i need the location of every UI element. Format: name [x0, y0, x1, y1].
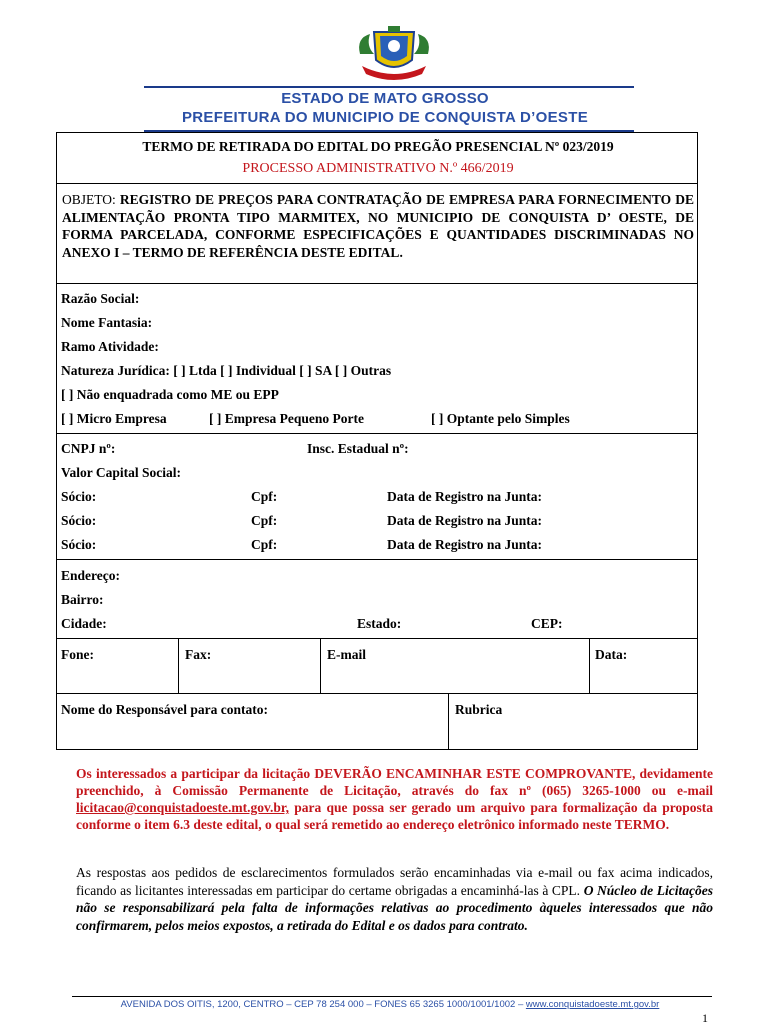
divider	[448, 693, 449, 750]
rubrica-field[interactable]: Rubrica	[455, 702, 503, 717]
object-label: OBJETO:	[62, 192, 116, 207]
notice-text-end: para que possa ser gerado um arquivo para formalização da proposta conforme o item 6.3 deste edital, o qual será remetido ao endereço eletrônico informado neste TERMO.	[76, 800, 713, 832]
cpf-field[interactable]: Cpf:	[251, 537, 278, 552]
header-prefecture: PREFEITURA DO MUNICIPIO DE CONQUISTA D’OESTE	[182, 109, 588, 126]
ramo-atividade-field[interactable]: Ramo Atividade:	[61, 339, 159, 354]
email-field[interactable]: E-mail	[327, 647, 366, 662]
cpf-field[interactable]: Cpf:	[251, 489, 278, 504]
clarifications-disclaimer: O Núcleo de Licitações não se responsabilizará pela falta de informações relativas ao procedimento àqueles interessados que não confirmarem, pelos meios expostos, a retirada do Edital e os dados para contrato.	[76, 882, 713, 933]
nome-fantasia-field[interactable]: Nome Fantasia:	[61, 315, 153, 330]
notice-text: Os interessados a participar da licitação DEVERÃO ENCAMINHAR ESTE COMPROVANTE, devidamente preenchido, à Comissão Permanente de Licitação, através do fax nº (065) 3265-1000 ou e-mail	[76, 766, 713, 798]
divider	[57, 693, 697, 694]
pequeno-porte-checkbox[interactable]: [ ] Empresa Pequeno Porte	[209, 411, 364, 426]
divider	[57, 283, 697, 284]
nao-enquadrada-checkbox[interactable]: [ ] Não enquadrada como ME ou EPP	[61, 387, 279, 402]
insc-estadual-field[interactable]: Insc. Estadual nº:	[307, 441, 409, 456]
footer-address-text: AVENIDA DOS OITIS, 1200, CENTRO – CEP 78 254 000 – FONES 65 3265 1000/1001/1002 –	[120, 999, 526, 1010]
natureza-juridica-options[interactable]: Natureza Jurídica: [ ] Ltda [ ] Individual [ ] SA [ ] Outras	[61, 363, 392, 378]
cnpj-field[interactable]: CNPJ nº:	[61, 441, 116, 456]
divider	[320, 638, 321, 693]
municipal-crest-logo	[352, 24, 436, 86]
bairro-field[interactable]: Bairro:	[61, 592, 104, 607]
endereco-field[interactable]: Endereço:	[61, 568, 120, 583]
withdrawal-form	[56, 132, 698, 750]
clarifications-paragraph	[76, 864, 713, 934]
page-number: 1	[702, 1011, 708, 1025]
header-state: ESTADO DE MATO GROSSO	[281, 90, 489, 107]
junta-date-field[interactable]: Data de Registro na Junta:	[387, 489, 542, 504]
socio-field[interactable]: Sócio:	[61, 513, 97, 528]
fone-field[interactable]: Fone:	[61, 647, 94, 662]
capital-social-field[interactable]: Valor Capital Social:	[61, 465, 182, 480]
responsavel-field[interactable]: Nome do Responsável para contato:	[61, 702, 268, 717]
footer-address	[0, 999, 770, 1010]
socio-field[interactable]: Sócio:	[61, 537, 97, 552]
estado-field[interactable]: Estado:	[357, 616, 402, 631]
submission-notice	[76, 765, 713, 833]
fax-field[interactable]: Fax:	[185, 647, 212, 662]
socio-field[interactable]: Sócio:	[61, 489, 97, 504]
cep-field[interactable]: CEP:	[531, 616, 563, 631]
footer-rule	[72, 996, 712, 997]
divider	[57, 433, 697, 434]
cidade-field[interactable]: Cidade:	[61, 616, 107, 631]
micro-empresa-checkbox[interactable]: [ ] Micro Empresa	[61, 411, 167, 426]
junta-date-field[interactable]: Data de Registro na Junta:	[387, 537, 542, 552]
object-description	[62, 191, 694, 261]
data-field[interactable]: Data:	[595, 647, 628, 662]
divider	[178, 638, 179, 693]
razao-social-field[interactable]: Razão Social:	[61, 291, 140, 306]
clarifications-text: As respostas aos pedidos de esclarecimentos formulados serão encaminhadas via e-mail ou fax acima indicados, ficando as licitantes interessadas em participar do certame obrigadas a encaminhá-las à CPL.	[76, 865, 713, 898]
divider	[57, 638, 697, 639]
junta-date-field[interactable]: Data de Registro na Junta:	[387, 513, 542, 528]
optante-simples-checkbox[interactable]: [ ] Optante pelo Simples	[431, 411, 570, 426]
form-title: TERMO DE RETIRADA DO EDITAL DO PREGÃO PRESENCIAL Nº 023/2019	[142, 139, 614, 154]
divider	[57, 183, 697, 184]
contact-email-link[interactable]: licitacao@conquistadoeste.mt.gov.br,	[76, 800, 290, 815]
divider	[589, 638, 590, 693]
process-number: PROCESSO ADMINISTRATIVO N.º 466/2019	[242, 161, 514, 176]
divider	[57, 559, 697, 560]
footer-website-link[interactable]: www.conquistadoeste.mt.gov.br	[525, 999, 660, 1010]
cpf-field[interactable]: Cpf:	[251, 513, 278, 528]
object-text: REGISTRO DE PREÇOS PARA CONTRATAÇÃO DE EMPRESA PARA FORNECIMENTO DE ALIMENTAÇÃO PRONTA TIPO MARMITEX, NO MUNICIPIO DE CONQUISTA D’ OESTE, DE FORMA PARCELADA, CONFORME ESPECIFICAÇÕES E QUANTIDADES DISCRIMINADAS NO ANEXO I – TERMO DE REFERÊNCIA DESTE EDITAL.	[62, 192, 694, 260]
header-top-rule	[144, 86, 634, 88]
